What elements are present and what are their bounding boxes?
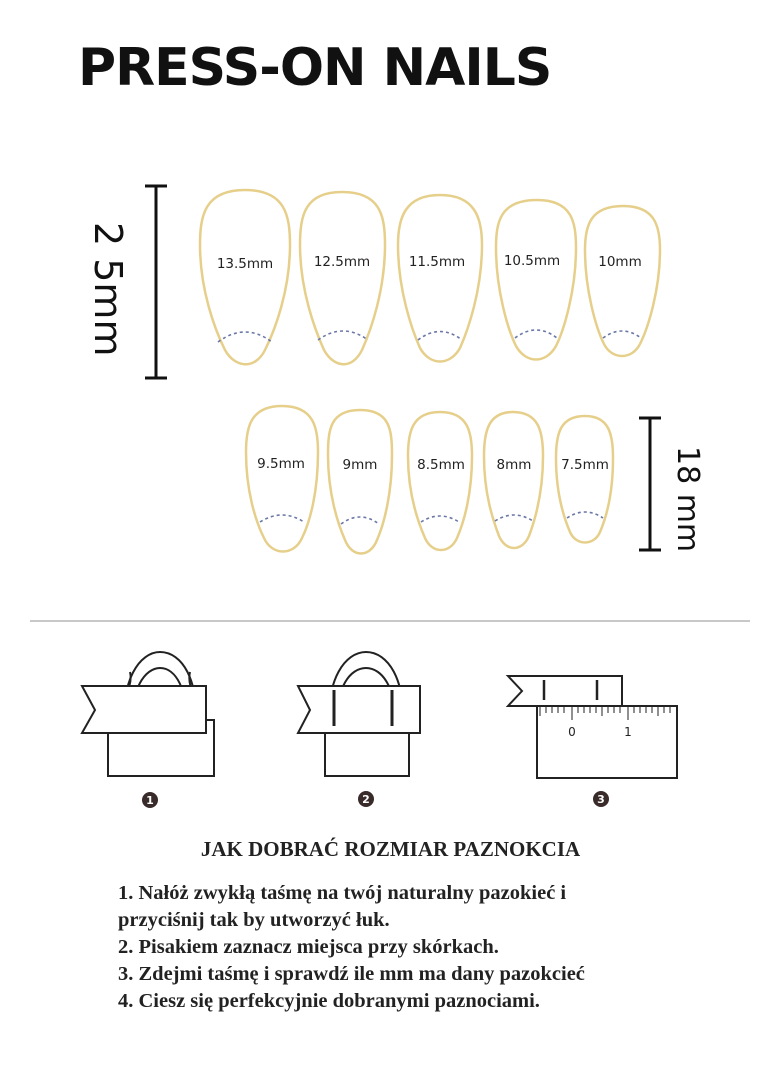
nail-outline xyxy=(300,192,385,364)
nail-outline xyxy=(328,410,392,554)
instructions-heading: JAK DOBRAĆ ROZMIAR PAZNOKCIA xyxy=(200,837,581,861)
nail-outline xyxy=(398,195,482,362)
nail-outline xyxy=(556,416,613,543)
nail-size-label: 11.5mm xyxy=(408,254,466,270)
top-nail-row xyxy=(200,190,660,364)
ruler-label: 1 xyxy=(624,725,632,739)
step-2-illustration xyxy=(298,652,420,776)
page-title: PRESS-ON NAILS xyxy=(78,38,552,98)
step-marker-number: 3 xyxy=(597,793,605,806)
step-marker-number: 1 xyxy=(146,794,154,807)
instruction-line: przyciśnij tak by utworzyć łuk. xyxy=(118,909,390,931)
instruction-line: 1. Nałóż zwykłą taśmę na twój naturalny pazokieć i xyxy=(118,882,567,904)
nail-outline xyxy=(408,412,472,550)
step-marker-number: 2 xyxy=(362,793,370,806)
nail-size-label: 8mm xyxy=(496,457,532,473)
nail-size-label: 10mm xyxy=(598,254,642,270)
step-markers xyxy=(142,791,609,808)
nail-size-label: 7.5mm xyxy=(561,457,609,473)
nail-outline xyxy=(246,406,318,552)
instruction-line: 2. Pisakiem zaznacz miejsca przy skórkach. xyxy=(118,936,499,958)
nail-size-label: 9.5mm xyxy=(257,456,305,472)
instructions-list xyxy=(118,880,758,1015)
bottom-length-label: 18 mm xyxy=(670,446,705,553)
nail-size-label: 8.5mm xyxy=(417,457,465,473)
nail-outline xyxy=(496,200,576,360)
top-length-bar xyxy=(145,186,167,378)
bottom-length-bar xyxy=(639,418,661,550)
nail-size-label: 9mm xyxy=(342,457,378,473)
top-length-label: 2 5mm xyxy=(86,222,130,357)
nail-outline xyxy=(200,190,290,364)
ruler-label: 0 xyxy=(568,725,576,739)
instruction-line: 3. Zdejmi taśmę i sprawdź ile mm ma dany pazokcieć xyxy=(118,963,585,985)
step-3-illustration xyxy=(508,676,677,778)
nail-size-label: 10.5mm xyxy=(503,253,561,269)
nail-size-label: 12.5mm xyxy=(313,254,371,270)
step-1-illustration xyxy=(82,652,214,776)
instruction-line: 4. Ciesz się perfekcyjnie dobranymi paznociami. xyxy=(118,990,540,1012)
section-divider xyxy=(30,620,750,622)
top-cuticle-lines xyxy=(218,330,641,342)
nail-size-label: 13.5mm xyxy=(216,256,274,272)
nail-outline xyxy=(585,206,660,356)
bottom-nail-row xyxy=(246,406,613,554)
nail-outline xyxy=(484,412,543,548)
